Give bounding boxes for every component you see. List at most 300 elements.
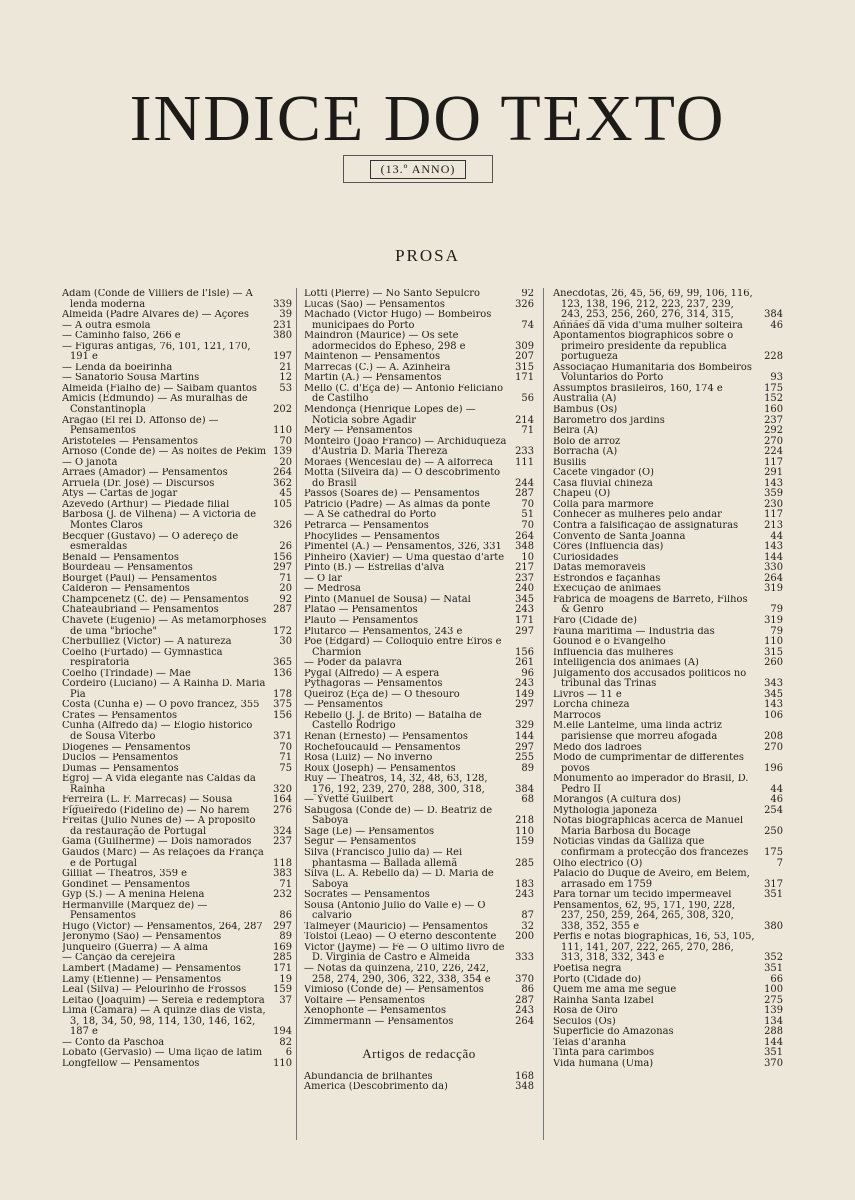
entry-title: Morangos (A cultura dos) .....	[553, 795, 758, 806]
index-entry	[62, 363, 292, 374]
index-entry	[553, 616, 783, 627]
entry-page: 237	[758, 416, 783, 427]
entry-title: Almeida (Padre Alvares de) — Açores .....	[62, 310, 267, 321]
index-entry	[553, 331, 783, 363]
entry-page: 224	[758, 447, 783, 458]
index-entry	[62, 489, 292, 500]
entry-page: 66	[758, 975, 783, 986]
index-entry	[304, 616, 534, 627]
entry-page: 178	[267, 690, 292, 701]
entry-page: 117	[758, 510, 783, 521]
index-entry	[553, 774, 783, 795]
entry-page: 319	[758, 584, 783, 595]
entry-title: Faro (Cidade de) .....	[553, 616, 758, 627]
entry-title: Beira (A) .....	[553, 426, 758, 437]
entry-page: 86	[267, 911, 292, 922]
index-entry	[304, 985, 534, 996]
index-entry	[62, 964, 292, 975]
entry-title: Aragão (El rei D. Affonso de) — Pensamentos .....	[62, 416, 267, 437]
entry-title: Zimmermann — Pensamentos .....	[304, 1017, 509, 1028]
entry-page: 118	[267, 859, 292, 870]
index-entry	[304, 363, 534, 374]
index-entry	[62, 342, 292, 363]
index-entry	[553, 500, 783, 511]
index-entry	[553, 996, 783, 1007]
entry-page: 89	[267, 932, 292, 943]
entry-page: 297	[267, 922, 292, 933]
index-entry	[304, 352, 534, 363]
entry-page: 110	[509, 827, 534, 838]
index-entry	[553, 321, 783, 332]
entry-page: 330	[758, 563, 783, 574]
entry-page: 270	[758, 437, 783, 448]
entry-page: 53	[267, 384, 292, 395]
index-entry	[304, 437, 534, 458]
index-entry	[62, 1059, 292, 1070]
entry-page: 317	[758, 880, 783, 891]
entry-title: — Medrosa .....	[304, 584, 509, 595]
index-entry	[62, 553, 292, 564]
entry-title: Rosa (Luiz) — No inverno .....	[304, 753, 509, 764]
entry-page: 250	[758, 827, 783, 838]
entry-title: Barometro dos jardins .....	[553, 416, 758, 427]
entry-title: Bourdeau — Pensamentos .....	[62, 563, 267, 574]
entry-title: Adam (Conde de Villiers de l'Isle) — A lenda moderna .....	[62, 289, 267, 310]
entry-title: Tolstoi (Leão) — O eterno descontente .....	[304, 932, 509, 943]
entry-title: Victor (Jayme) — Fé — O ultimo livro de D. Virginia de Castro e Almeida .....	[304, 943, 509, 964]
entry-title: Curiosidades .....	[553, 553, 758, 564]
entry-page: 10	[509, 553, 534, 564]
index-entry	[62, 1006, 292, 1038]
entry-page: 139	[267, 447, 292, 458]
entry-page: 237	[267, 837, 292, 848]
entry-page: 315	[509, 363, 534, 374]
entry-title: Teias d'aranha .....	[553, 1038, 758, 1049]
index-entry	[62, 616, 292, 637]
entry-page: 292	[758, 426, 783, 437]
entry-page: 175	[758, 384, 783, 395]
index-entry	[304, 373, 534, 384]
index-column-1	[62, 289, 292, 1149]
entry-title: Anecdotas, 26, 45, 56, 69, 99, 106, 116, 123, 138, 196, 212, 223, 237, 239, 243, 253, 256, 260, 276, 314, 315, .....	[553, 289, 758, 321]
index-entry	[62, 321, 292, 332]
entry-page: 291	[758, 468, 783, 479]
entry-title: Arnoso (Conde de) — As noites de Pekim .....	[62, 447, 267, 458]
entry-title: Noticias vindas da Galliza que confirmam a protecção dos francezes .....	[553, 837, 758, 858]
entry-page: 89	[509, 764, 534, 775]
index-entry	[62, 806, 292, 817]
entry-page: 287	[509, 996, 534, 1007]
index-entry	[304, 500, 534, 511]
index-entry	[304, 774, 534, 795]
index-entry	[62, 637, 292, 648]
index-entry	[304, 458, 534, 469]
year-box	[343, 155, 493, 183]
entry-title: — Canção da cerejeira .....	[62, 953, 267, 964]
entry-title: — Caminho falso, 266 e .....	[62, 331, 267, 342]
entry-title: Cordeiro (Luciano) — A Rainha D. Maria Pia .....	[62, 679, 267, 700]
entry-title: Cunha (Alfredo da) — Elogio historico de Sousa Viterbo .....	[62, 721, 267, 742]
page-title: INDICE DO TEXTO	[129, 82, 726, 155]
entry-page: 264	[267, 468, 292, 479]
entry-page: 156	[267, 711, 292, 722]
index-entry	[553, 458, 783, 469]
entry-title: Medo dos ladrões .....	[553, 743, 758, 754]
entry-page: 370	[758, 1059, 783, 1070]
index-entry	[304, 764, 534, 775]
index-entry	[62, 975, 292, 986]
entry-page: 160	[758, 405, 783, 416]
index-entry	[62, 605, 292, 616]
entry-page: 351	[758, 964, 783, 975]
entry-page: 297	[509, 627, 534, 638]
index-entry	[553, 394, 783, 405]
entry-page: 71	[267, 753, 292, 764]
index-entry	[553, 1059, 783, 1070]
index-entry	[553, 1038, 783, 1049]
entry-page: 171	[509, 616, 534, 627]
index-entry	[62, 700, 292, 711]
entry-page: 384	[758, 310, 783, 321]
index-entry	[553, 553, 783, 564]
index-entry	[62, 996, 292, 1007]
entry-page: 110	[267, 1059, 292, 1070]
entry-page: 264	[509, 1017, 534, 1028]
entry-page: 70	[509, 521, 534, 532]
entry-page: 117	[758, 458, 783, 469]
entry-page: 343	[758, 679, 783, 690]
entry-page: 208	[758, 732, 783, 743]
entry-title: Moraes (Wenceslau de) — A alforreca .....	[304, 458, 509, 469]
entry-page: 96	[509, 669, 534, 680]
index-entry	[304, 627, 534, 638]
index-entry	[62, 532, 292, 553]
entry-title: Bourget (Paul) — Pensamentos .....	[62, 574, 267, 585]
entry-title: Fauna maritima — Industria das .....	[553, 627, 758, 638]
index-entry	[553, 426, 783, 437]
entry-title: Marrocos .....	[553, 711, 758, 722]
index-entry	[553, 468, 783, 479]
entry-title: Rosa de Oiro .....	[553, 1006, 758, 1017]
entry-page: 351	[758, 890, 783, 901]
index-entry	[304, 605, 534, 616]
entry-page: 139	[758, 1006, 783, 1017]
entry-title: Bambus (Os) .....	[553, 405, 758, 416]
entry-page: 371	[267, 732, 292, 743]
entry-page: 213	[758, 521, 783, 532]
entry-title: Becquer (Gustavo) — O adereço de esmeraldas .....	[62, 532, 267, 553]
index-entry	[304, 901, 534, 922]
entry-title: Pensamentos, 62, 95, 171, 190, 228, 237, 250, 259, 264, 265, 308, 320, 338, 352, 355 e .....	[553, 901, 758, 933]
index-entry	[304, 574, 534, 585]
index-entry	[304, 405, 534, 426]
entry-page: 172	[267, 627, 292, 638]
entry-page: 196	[758, 764, 783, 775]
entry-page: 143	[758, 542, 783, 553]
index-entry	[553, 627, 783, 638]
entry-page: 370	[509, 975, 534, 986]
index-entry	[62, 384, 292, 395]
entry-title: Xenophonte — Pensamentos .....	[304, 1006, 509, 1017]
entry-title: Sousa (Antonio Julio do Valle e) — O calvario .....	[304, 901, 509, 922]
index-entry	[304, 996, 534, 1007]
entry-page: 297	[267, 563, 292, 574]
entry-title: Monumento ao imperador do Brasil, D. Pedro II .....	[553, 774, 758, 795]
entry-page: 20	[267, 584, 292, 595]
entry-title: Rebello (J. J. de Brito) — Batalha de Castello Rodrigo .....	[304, 711, 509, 732]
entry-title: Superficie do Amazonas .....	[553, 1027, 758, 1038]
entry-title: Martin (A.) — Pensamentos .....	[304, 373, 509, 384]
index-entry	[304, 331, 534, 352]
entry-title: Modo de cumprimentar de differentes povos .....	[553, 753, 758, 774]
entry-page: 82	[267, 1038, 292, 1049]
entry-title: — O lar .....	[304, 574, 509, 585]
entry-title: Gyp (S.) — A menina Helena .....	[62, 890, 267, 901]
index-entry	[304, 595, 534, 606]
index-entry	[62, 953, 292, 964]
entry-page: 240	[509, 584, 534, 595]
index-entry	[304, 637, 534, 658]
index-entry	[62, 447, 292, 458]
entry-page: 105	[267, 500, 292, 511]
entry-page: 26	[267, 542, 292, 553]
entry-title: Para tornar um tecido impermeavel .....	[553, 890, 758, 901]
index-entry	[553, 479, 783, 490]
index-entry	[553, 563, 783, 574]
entry-title: Atys — Cartas de jogar .....	[62, 489, 267, 500]
entry-title: — Poder da palavra .....	[304, 658, 509, 669]
entry-page: 168	[509, 1072, 534, 1083]
entry-page: 71	[267, 880, 292, 891]
entry-title: Notas biographicas acerca de Manuel Maria Barbosa du Bocage .....	[553, 816, 758, 837]
index-entry	[304, 964, 534, 985]
index-entry	[62, 289, 292, 310]
index-entry	[62, 753, 292, 764]
entry-title: Roux (Joseph) — Pensamentos .....	[304, 764, 509, 775]
index-entry	[553, 964, 783, 975]
entry-page: 351	[758, 1048, 783, 1059]
entry-title: Livros — 11 e .....	[553, 690, 758, 701]
entry-title: Hermanville (Marquez de) — Pensamentos .....	[62, 901, 267, 922]
entry-page: 228	[758, 352, 783, 363]
entry-page: 264	[758, 574, 783, 585]
entry-page: 71	[267, 574, 292, 585]
entry-page: 74	[509, 321, 534, 332]
entry-page: 243	[509, 1006, 534, 1017]
entry-page: 297	[509, 700, 534, 711]
index-entry	[304, 827, 534, 838]
entry-page: 214	[509, 416, 534, 427]
entry-title: Coelho (Trindade) — Mãe .....	[62, 669, 267, 680]
entry-title: Contra a falsificação de assignaturas .....	[553, 521, 758, 532]
entry-title: Associação Humanitaria dos Bombeiros Voluntarios do Porto .....	[553, 363, 758, 384]
entry-title: Silva (L. A. Rebello da) — D. Maria de Saboya .....	[304, 869, 509, 890]
entry-page: 169	[267, 943, 292, 954]
index-entry	[553, 816, 783, 837]
entry-page: 275	[758, 996, 783, 1007]
entry-page: 110	[267, 426, 292, 437]
index-entry	[553, 1006, 783, 1017]
entry-page: 352	[758, 953, 783, 964]
index-entry	[62, 743, 292, 754]
entry-title: Monteiro (João Franco) — Archiduqueza d'Austria D. Maria Thereza .....	[304, 437, 509, 458]
entry-title: Talmeyer (Mauricio) — Pensamentos .....	[304, 922, 509, 933]
index-entry	[304, 890, 534, 901]
entry-page: 110	[758, 637, 783, 648]
index-entry	[553, 437, 783, 448]
column-divider	[543, 288, 544, 1140]
entry-title: Amicis (Edmundo) — As muralhas de Constantinopla .....	[62, 394, 267, 415]
index-entry	[553, 447, 783, 458]
entry-title: Egroj — A vida elegante nas Caldas da Rainha .....	[62, 774, 267, 795]
index-entry	[304, 1082, 534, 1093]
index-entry	[553, 658, 783, 669]
entry-title: Champcenetz (C. de) — Pensamentos .....	[62, 595, 267, 606]
entry-title: Poetisa negra .....	[553, 964, 758, 975]
entry-page: 285	[267, 953, 292, 964]
entry-page: 79	[758, 605, 783, 616]
entry-title: Gaudos (Marc) — As relações da França e de Portugal .....	[62, 848, 267, 869]
entry-page: 70	[267, 437, 292, 448]
entry-title: Arraes (Amador) — Pensamentos .....	[62, 468, 267, 479]
entry-title: M.elle Lantelme, uma linda actriz parisiense que morreu afogada .....	[553, 721, 758, 742]
entry-page: 243	[509, 679, 534, 690]
entry-title: Tinta para carimbos .....	[553, 1048, 758, 1059]
index-entry	[304, 848, 534, 869]
entry-page: 164	[267, 795, 292, 806]
entry-title: — Lenda da boeirinha .....	[62, 363, 267, 374]
entry-title: Olho electrico (O) .....	[553, 859, 758, 870]
entry-title: Figueiredo (Fidelino de) — No harem .....	[62, 806, 267, 817]
entry-title: Junqueiro (Guerra) — A alma .....	[62, 943, 267, 954]
index-entry	[62, 648, 292, 669]
entry-title: Lima (Camara) — A quinze dias de vista, 3, 18, 34, 50, 98, 114, 130, 146, 162, 187 e .....	[62, 1006, 267, 1038]
entry-title: Plauto — Pensamentos .....	[304, 616, 509, 627]
entry-title: — Yvette Guilbert .....	[304, 795, 509, 806]
index-entry	[304, 521, 534, 532]
entry-page: 243	[509, 605, 534, 616]
entry-title: Gondinet — Pensamentos .....	[62, 880, 267, 891]
entry-title: Fabrica de moagens de Barreto, Filhos & Genro .....	[553, 595, 758, 616]
entry-title: Arruela (Dr. José) — Discursos .....	[62, 479, 267, 490]
entry-title: Ruy — Theatros, 14, 32, 48, 63, 128, 176, 192, 239, 270, 288, 300, 318, .....	[304, 774, 509, 795]
index-entry	[304, 837, 534, 848]
entry-title: Casa fluvial chineza .....	[553, 479, 758, 490]
entry-title: Pygal (Alfredo) — A espera .....	[304, 669, 509, 680]
entry-page: 20	[267, 458, 292, 469]
entry-page: 144	[758, 1038, 783, 1049]
entry-page: 12	[267, 373, 292, 384]
index-entry	[553, 795, 783, 806]
entry-page: 231	[267, 321, 292, 332]
index-column-3	[553, 289, 783, 1149]
index-entry	[304, 468, 534, 489]
entry-page: 144	[758, 553, 783, 564]
entry-title: Cacete vingador (O) .....	[553, 468, 758, 479]
entry-title: — A Sé cathedral do Porto .....	[304, 510, 509, 521]
entry-title: Rainha Santa Izabel .....	[553, 996, 758, 1007]
entry-page: 183	[509, 880, 534, 891]
index-entry	[553, 690, 783, 701]
index-entry	[553, 669, 783, 690]
index-entry	[304, 669, 534, 680]
entry-title: Borracha (A) .....	[553, 447, 758, 458]
entry-page: 71	[509, 426, 534, 437]
entry-page: 149	[509, 690, 534, 701]
index-entry	[304, 658, 534, 669]
entry-title: Longfellow — Pensamentos .....	[62, 1059, 267, 1070]
index-entry	[553, 648, 783, 659]
index-entry	[62, 394, 292, 415]
entry-title: Lotti (Pierre) — No Santo Sepulcro .....	[304, 289, 509, 300]
column-divider	[296, 288, 297, 1140]
entry-title: Aristoteles — Pensamentos .....	[62, 437, 267, 448]
entry-page: 260	[758, 658, 783, 669]
index-entry	[304, 1072, 534, 1083]
entry-page: 92	[267, 595, 292, 606]
index-entry	[62, 1038, 292, 1049]
index-entry	[553, 837, 783, 858]
entry-title: Sabugosa (Conde de) — D. Beatriz de Saboya .....	[304, 806, 509, 827]
index-entry	[553, 510, 783, 521]
entry-title: Passos (Soares de) — Pensamentos .....	[304, 489, 509, 500]
index-entry	[62, 510, 292, 531]
entry-title: Segur — Pensamentos .....	[304, 837, 509, 848]
index-entry	[62, 373, 292, 384]
entry-page: 254	[758, 806, 783, 817]
entry-title: Colla para marmore .....	[553, 500, 758, 511]
entry-title: Poe (Edgard) — Colloquio entre Eiros e Charmion .....	[304, 637, 509, 658]
entry-title: Queiroz (Eça de) — O thesouro .....	[304, 690, 509, 701]
index-entry	[553, 289, 783, 321]
index-entry	[553, 700, 783, 711]
entry-title: Pimentel (A.) — Pensamentos, 326, 331 .....	[304, 542, 509, 553]
index-entry	[62, 574, 292, 585]
entry-page: 309	[509, 342, 534, 353]
index-entry	[62, 468, 292, 479]
entry-title: Mery — Pensamentos .....	[304, 426, 509, 437]
entry-page: 152	[758, 394, 783, 405]
index-entry	[553, 574, 783, 585]
entry-page: 326	[267, 521, 292, 532]
entry-page: 237	[509, 574, 534, 585]
index-entry	[62, 848, 292, 869]
entry-title: Mello (C. d'Eça de) — Antonio Feliciano de Castilho .....	[304, 384, 509, 405]
entry-page: 6	[267, 1048, 292, 1059]
entry-page: 68	[509, 795, 534, 806]
index-entry	[304, 532, 534, 543]
year-label: (13.º ANNO)	[370, 160, 467, 179]
entry-title: Pinheiro (Xavier) — Uma questão d'arte .....	[304, 553, 509, 564]
entry-page: 79	[758, 627, 783, 638]
subsection-title: Artigos de redacção	[362, 1046, 476, 1062]
entry-page: 44	[758, 785, 783, 796]
entry-page: 159	[267, 985, 292, 996]
entry-title: Quem me ama me segue .....	[553, 985, 758, 996]
entry-page: 339	[267, 300, 292, 311]
entry-title: Pythagoras — Pensamentos .....	[304, 679, 509, 690]
index-entry	[62, 584, 292, 595]
entry-title: Leal (Silva) — Pelourinho de Frossos .....	[62, 985, 267, 996]
entry-title: Pinto (B.) — Estrellas d'alva .....	[304, 563, 509, 574]
entry-page: 143	[758, 700, 783, 711]
entry-page: 156	[267, 553, 292, 564]
entry-title: Barbosa (J. de Vilhena) — A victoria de Montes Claros .....	[62, 510, 267, 531]
entry-title: Calderon — Pensamentos .....	[62, 584, 267, 595]
index-entry	[553, 363, 783, 384]
index-entry	[62, 869, 292, 880]
entry-title: Motta (Silveira da) — O descobrimento do Brasil .....	[304, 468, 509, 489]
